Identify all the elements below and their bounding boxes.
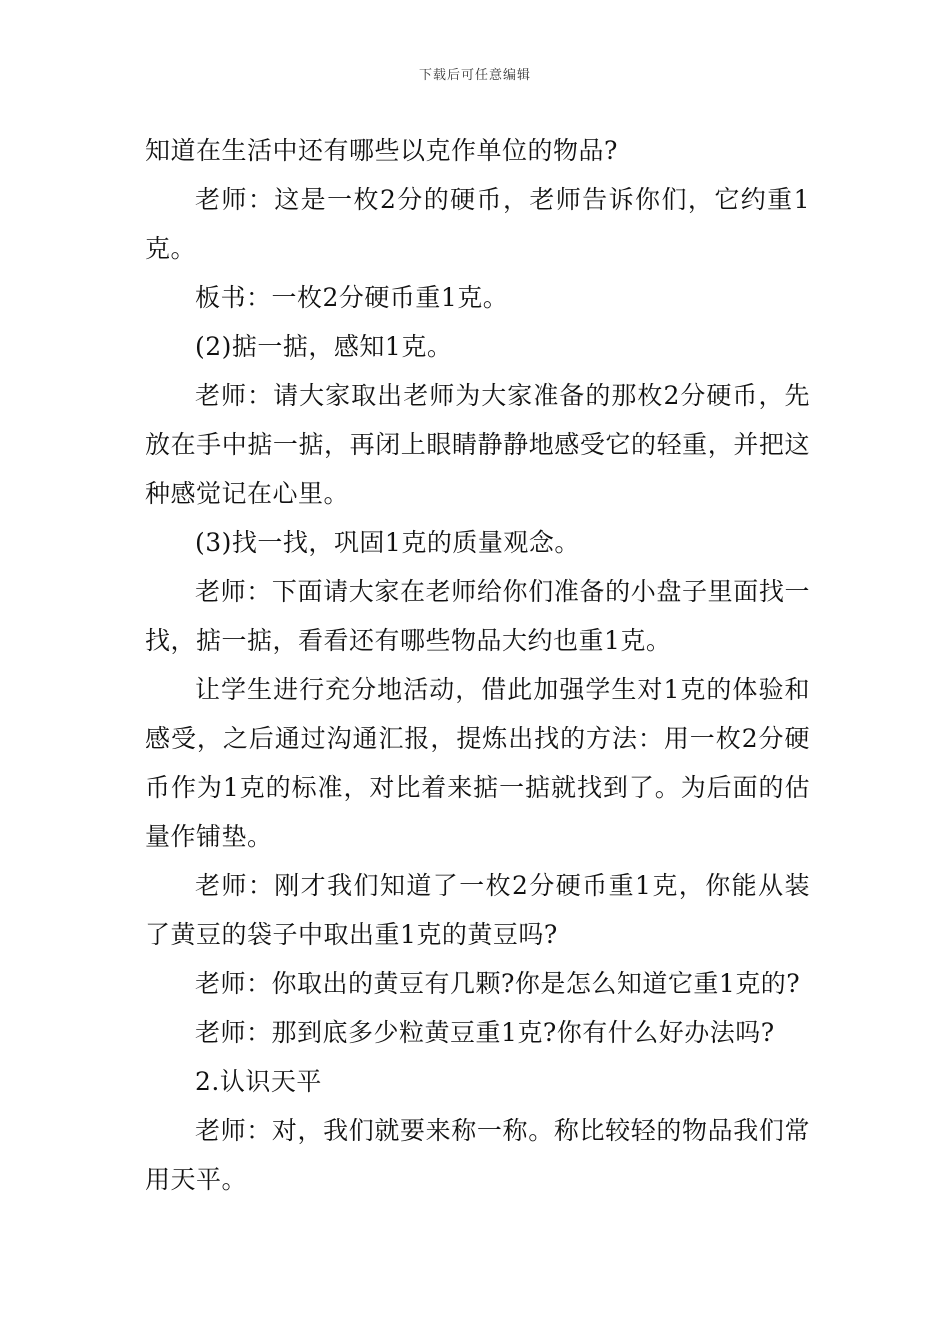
paragraph: 老师：下面请大家在老师给你们准备的小盘子里面找一找，掂一掂，看看还有哪些物品大约也重1克。 — [145, 577, 810, 655]
paragraph: (3)找一找，巩固1克的质量观念。 — [195, 528, 580, 557]
paragraph: 老师：刚才我们知道了一枚2分硬币重1克，你能从装了黄豆的袋子中取出重1克的黄豆吗? — [145, 871, 810, 949]
paragraph: (2)掂一掂，感知1克。 — [195, 332, 453, 361]
paragraph: 板书：一枚2分硬币重1克。 — [195, 283, 509, 312]
page-header: 下载后可任意编辑 — [418, 68, 531, 83]
paragraph: 老师：你取出的黄豆有几颗?你是怎么知道它重1克的? — [195, 969, 801, 998]
paragraph: 老师：请大家取出老师为大家准备的那枚2分硬币，先放在手中掂一掂，再闭上眼睛静静地感受它的轻重，并把这种感觉记在心里。 — [145, 381, 810, 508]
paragraph: 让学生进行充分地活动，借此加强学生对1克的体验和感受，之后通过沟通汇报，提炼出找的方法：用一枚2分硬币作为1克的标准，对比着来掂一掂就找到了。为后面的估量作铺垫。 — [145, 675, 810, 851]
paragraph: 知道在生活中还有哪些以克作单位的物品? — [145, 136, 618, 165]
paragraph: 老师：对，我们就要来称一称。称比较轻的物品我们常用天平。 — [145, 1116, 810, 1194]
paragraph: 老师：这是一枚2分的硬币，老师告诉你们，它约重1克。 — [145, 185, 810, 263]
section-heading: 2.认识天平 — [195, 1067, 322, 1096]
paragraph: 老师：那到底多少粒黄豆重1克?你有什么好办法吗? — [195, 1018, 775, 1047]
document-body — [145, 126, 810, 1204]
